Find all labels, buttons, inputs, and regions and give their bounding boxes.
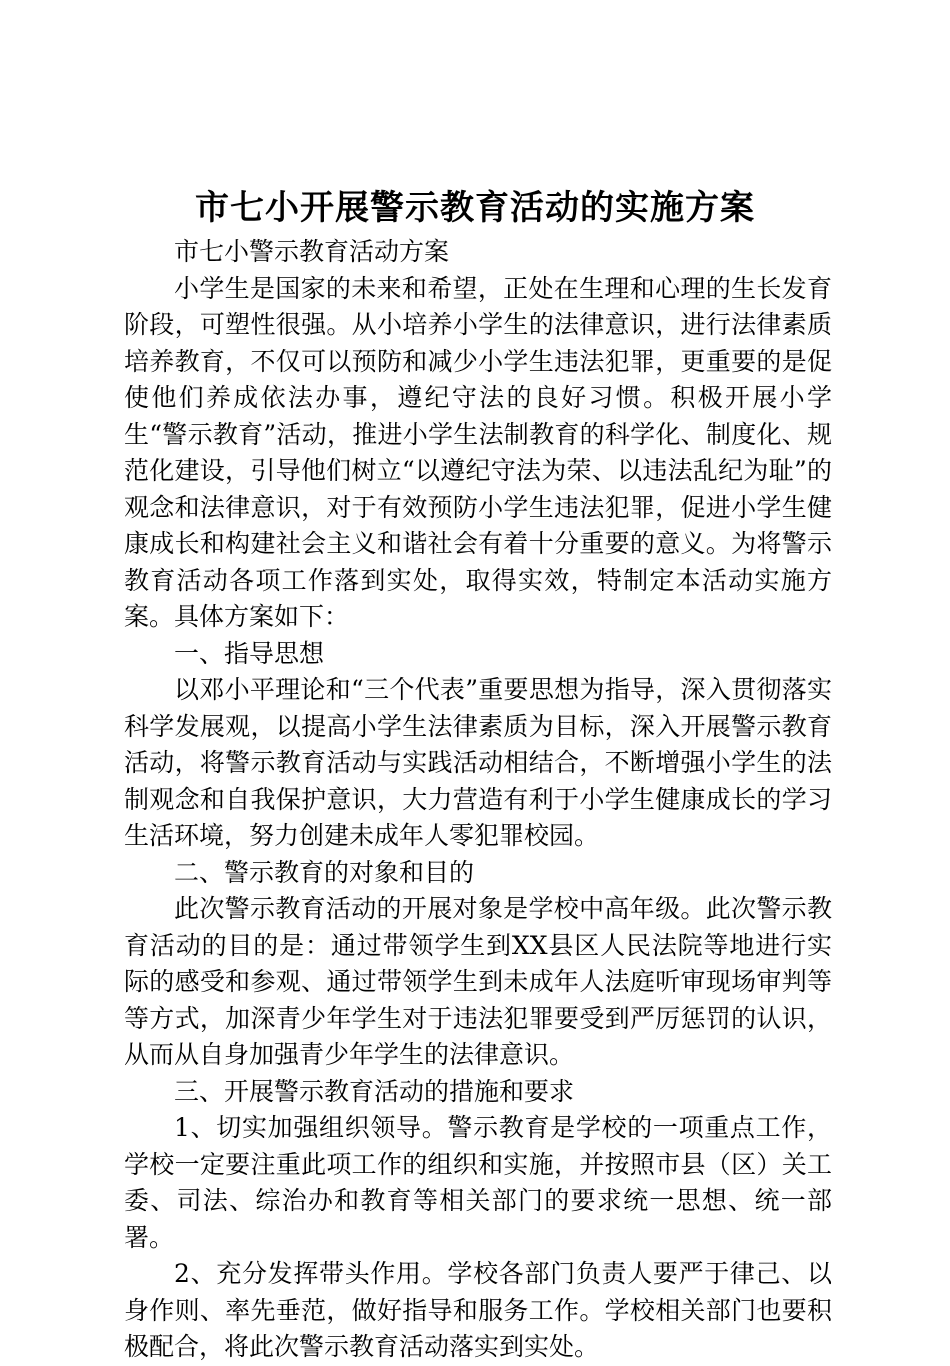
guiding-ideology-paragraph: 以邓小平理论和“三个代表”重要思想为指导，深入贯彻落实科学发展观，以提高小学生法律素质为目标，深入开展警示教育活动，将警示教育活动与实践活动相结合，不断增强小学生的法制观念和自我保护意识，大力营造有利于小学生健康成长的学习生活环境，努力创建未成年人零犯罪校园。 [124, 675, 832, 850]
measure-item-2: 2、充分发挥带头作用。学校各部门负责人要严于律己、以身作则、率先垂范，做好指导和服务工作。学校相关部门也要积极配合，将此次警示教育活动落实到实处。 [124, 1259, 832, 1361]
intro-paragraph: 小学生是国家的未来和希望，正处在生理和心理的生长发育阶段，可塑性很强。从小培养小学生的法律意识，进行法律素质培养教育，不仅可以预防和减少小学生违法犯罪，更重要的是促使他们养成依法办事，遵纪守法的良好习惯。积极开展小学生“警示教育”活动，推进小学生法制教育的科学化、制度化、规范化建设，引导他们树立“以遵纪守法为荣、以违法乱纪为耻”的观念和法律意识，对于有效预防小学生违法犯罪，促进小学生健康成长和构建社会主义和谐社会有着十分重要的意义。为将警示教育活动各项工作落到实处，取得实效，特制定本活动实施方案。具体方案如下： [124, 273, 832, 631]
plan-subtitle: 市七小警示教育活动方案 [174, 237, 450, 266]
section-heading-guiding-ideology: 一、指导思想 [174, 638, 325, 668]
document-body [124, 234, 832, 1366]
document-title: 市七小开展警示教育活动的实施方案 [195, 188, 755, 228]
target-and-purpose-paragraph: 此次警示教育活动的开展对象是学校中高年级。此次警示教育活动的目的是：通过带领学生到XX县区人民法院等地进行实际的感受和参观、通过带领学生到未成年人法庭听审现场审判等等方式，加深青少年学生对于违法犯罪要受到严厉惩罚的认识，从而从自身加强青少年学生的法律意识。 [124, 894, 832, 1069]
measure-item-1: 1、切实加强组织领导。警示教育是学校的一项重点工作，学校一定要注重此项工作的组织和实施，并按照市县（区）关工委、司法、综治办和教育等相关部门的要求统一思想、统一部署。 [124, 1113, 832, 1252]
section-heading-measures: 三、开展警示教育活动的措施和要求 [174, 1076, 575, 1106]
section-heading-target-and-purpose: 二、警示教育的对象和目的 [174, 857, 475, 887]
